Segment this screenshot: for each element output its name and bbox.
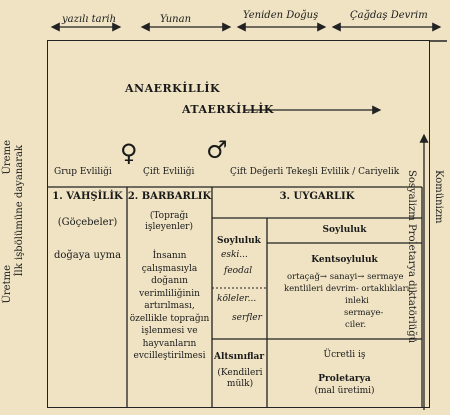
bourgeoisie-stages-2: kentlileri devrim- ortaklıkları [284, 284, 410, 294]
feudal-label: feodal [224, 266, 253, 276]
group-marriage: Grup Evliliği [54, 167, 112, 177]
nobility-old-label: Soyluluk [217, 236, 261, 246]
monogamy-marriage: Çift Değerli Tekeşli Evlilik / Cariyelik [230, 167, 400, 177]
pair-marriage: Çift Evliliği [143, 167, 195, 177]
stage1-title: 1. VAHŞİLİK [52, 191, 123, 202]
slaves-label: köleler... [217, 294, 257, 304]
patriarchy-label: ATAERKİLLİK [182, 103, 274, 116]
stage3-title: 3. UYGARLIK [279, 191, 355, 202]
bourgeoisie-stages-5: ciler. [345, 320, 367, 330]
proletariat-label: Proletarya [318, 374, 371, 384]
stage2-title: 2. BARBARLIK [127, 191, 212, 202]
left-labor-division: İlk işbölümüne dayanarak [14, 145, 25, 277]
stage2-farmers: (Toprağı işleyenler) [145, 211, 193, 232]
bourgeoisie-stages-1: ortaçağ→ sanayi→ sermaye [287, 272, 404, 282]
stage1-nomads: (Göçebeler) [57, 217, 118, 228]
bourgeoisie-stages-4: sermaye- [344, 308, 384, 318]
female-symbol-icon: ♀ [120, 139, 138, 167]
right-socialism: Sosyalizm Proletarya diktatörlüğü [406, 170, 417, 344]
right-communism: Komünizm [433, 170, 444, 224]
era-renaissance: Yeniden Doğuş [243, 10, 319, 21]
bourgeoisie-label: Kentsoyluluk [311, 255, 378, 265]
era-modern: Çağdaş Devrim [350, 10, 428, 21]
stage2-desc: İnsanın çalışmasıyla doğanın verimliliğinin artırılması, özellikle toprağın işlenmesi ve hayvanların evcilleştirilmesi [129, 251, 210, 361]
bourgeoisie-stages-3: inleki [345, 296, 369, 306]
era-written-history: yazılı tarih [62, 14, 117, 25]
male-symbol-icon: ♂ [206, 136, 228, 164]
lower-classes-label: Altsınıflar [214, 352, 265, 362]
era-greece: Yunan [160, 14, 192, 25]
self-owned-label: (Kendileri mülk) [217, 368, 263, 389]
matriarchy-label: ANAERKİLLİK [125, 82, 221, 95]
old-label: eski... [221, 250, 248, 260]
left-production: Üretme [2, 265, 13, 304]
serfs-label: serfler [232, 313, 262, 323]
nobility-label: Soyluluk [322, 225, 367, 235]
stage1-nature: doğaya uyma [53, 250, 122, 261]
left-reproduction: Üreme [2, 140, 13, 175]
machine-label: (mal üretimi) [314, 386, 375, 396]
wage-label: Ücretli iş [323, 350, 366, 360]
